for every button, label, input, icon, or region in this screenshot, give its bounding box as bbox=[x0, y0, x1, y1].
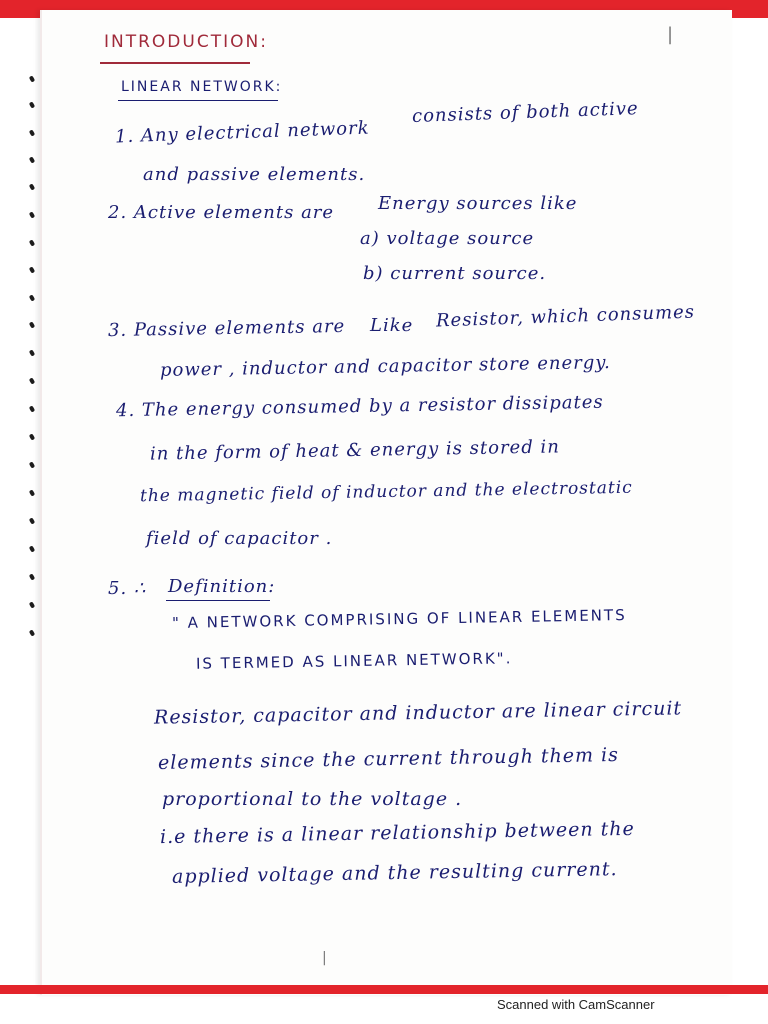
binding-hole bbox=[29, 239, 35, 246]
margin-tick-mark: | bbox=[667, 24, 674, 45]
binding-hole bbox=[29, 377, 35, 384]
binding-hole bbox=[29, 629, 35, 636]
subheading-underline bbox=[118, 100, 278, 101]
explanation-line-a: Resistor, capacitor and inductor are linear circuit bbox=[153, 697, 683, 729]
definition-line-a: " A NETWORK COMPRISING OF LINEAR ELEMENTS bbox=[171, 606, 627, 632]
binding-hole bbox=[29, 266, 35, 273]
point-4-line-a: 4. The energy consumed by a resistor dissipates bbox=[115, 391, 604, 422]
binding-hole bbox=[29, 183, 35, 190]
point-1-line-a: 1. Any electrical network bbox=[114, 117, 370, 148]
point-5-number: 5. ∴ bbox=[108, 578, 147, 599]
bottom-red-band bbox=[0, 985, 768, 994]
binding-hole bbox=[29, 489, 35, 496]
explanation-line-c: proportional to the voltage . bbox=[162, 788, 463, 810]
binding-hole bbox=[29, 294, 35, 301]
heading-underline bbox=[100, 62, 250, 64]
binding-hole bbox=[29, 601, 35, 608]
explanation-line-e: applied voltage and the resulting current. bbox=[171, 858, 618, 888]
page-bottom-mark: | bbox=[322, 950, 327, 966]
binding-hole bbox=[29, 433, 35, 440]
point-3-line-d: power , inductor and capacitor store energy. bbox=[159, 352, 611, 381]
explanation-line-b: elements since the current through them is bbox=[157, 743, 620, 775]
binding-hole bbox=[29, 349, 35, 356]
binding-hole bbox=[29, 321, 35, 328]
point-2-line-c: a) voltage source bbox=[360, 228, 535, 249]
point-1-line-b: consists of both active bbox=[411, 98, 639, 127]
binding-hole bbox=[29, 545, 35, 552]
binding-hole bbox=[29, 129, 35, 136]
subheading: LINEAR NETWORK: bbox=[121, 79, 283, 95]
definition-line-b: IS TERMED AS LINEAR NETWORK". bbox=[195, 649, 513, 673]
point-4-line-d: field of capacitor . bbox=[146, 528, 333, 549]
binding-hole bbox=[29, 211, 35, 218]
explanation-line-d: i.e there is a linear relationship between the bbox=[159, 817, 635, 849]
binding-hole bbox=[29, 75, 35, 82]
binding-hole bbox=[29, 461, 35, 468]
binding-holes bbox=[28, 60, 48, 660]
page-heading: INTRODUCTION: bbox=[104, 32, 268, 52]
point-4-line-b: in the form of heat & energy is stored in bbox=[149, 436, 561, 465]
binding-hole bbox=[29, 101, 35, 108]
point-4-line-c: the magnetic field of inductor and the electrostatic bbox=[139, 477, 633, 507]
point-1-line-c: and passive elements. bbox=[143, 164, 366, 185]
point-3-line-b: Like bbox=[370, 315, 414, 336]
point-3-line-c: Resistor, which consumes bbox=[435, 301, 696, 332]
binding-hole bbox=[29, 517, 35, 524]
point-2-line-d: b) current source. bbox=[363, 263, 547, 284]
point-2-line-a: 2. Active elements are bbox=[108, 202, 335, 223]
binding-hole bbox=[29, 156, 35, 163]
definition-underline bbox=[166, 600, 270, 601]
scanner-watermark: Scanned with CamScanner bbox=[497, 997, 655, 1012]
binding-hole bbox=[29, 573, 35, 580]
point-2-line-b: Energy sources like bbox=[378, 193, 578, 214]
binding-hole bbox=[29, 405, 35, 412]
point-5-label: Definition: bbox=[168, 576, 276, 597]
point-3-line-a: 3. Passive elements are bbox=[107, 315, 346, 342]
